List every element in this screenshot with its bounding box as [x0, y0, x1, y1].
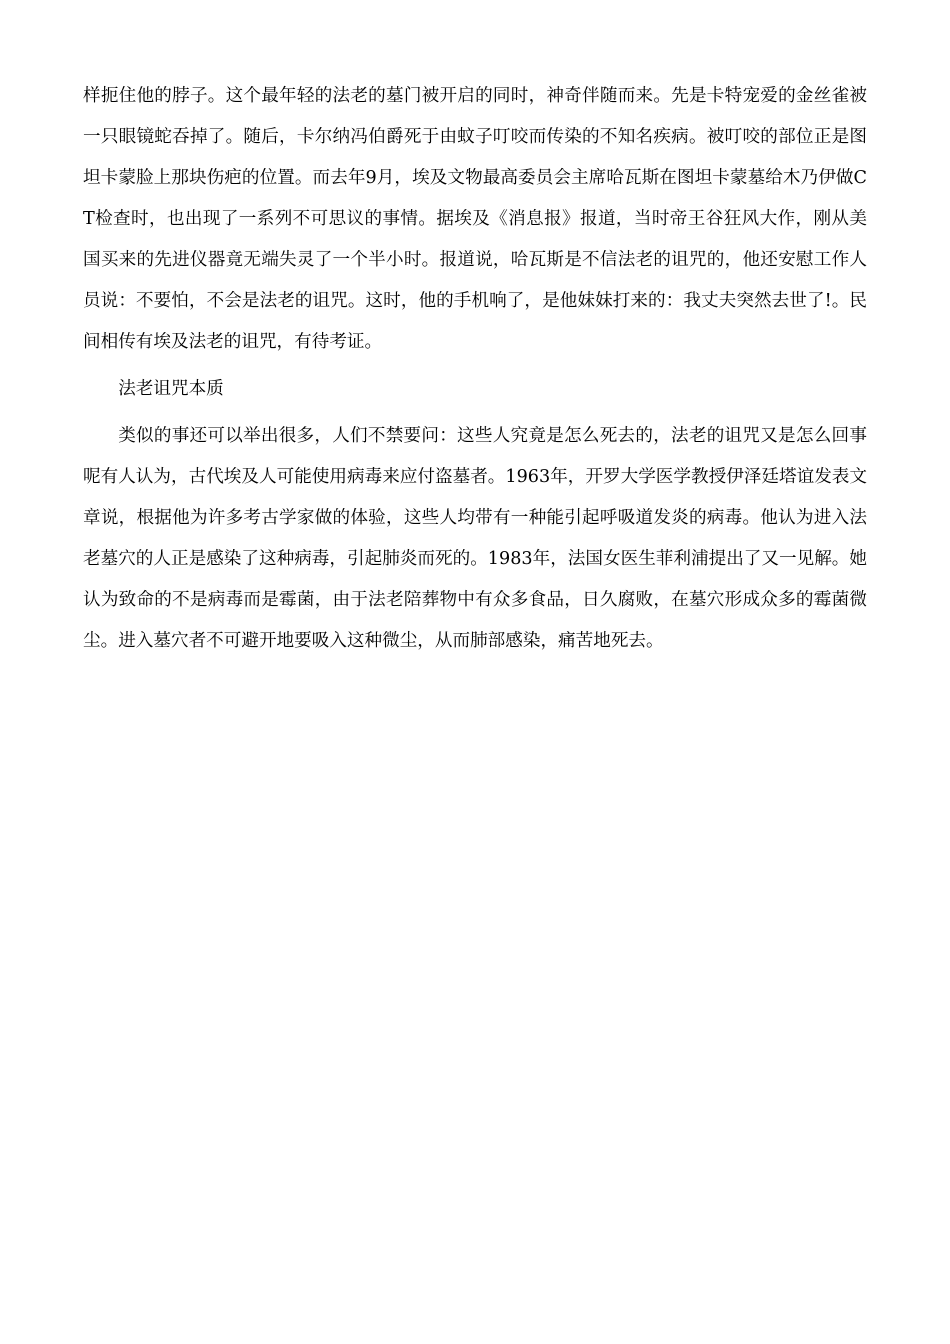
paragraph-body: 类似的事还可以举出很多，人们不禁要问：这些人究竟是怎么死去的，法老的诅咒又是怎么回事呢有人认为，古代埃及人可能使用病毒来应付盗墓者。1963年，开罗大学医学教授伊泽廷塔谊发表文章说，根据他为许多考古学家做的体验，这些人均带有一种能引起呼吸道发炎的病毒。他认为进入法老墓穴的人正是感染了这种病毒，引起肺炎而死的。1983年，法国女医生菲利浦提出了又一见解。她认为致命的不是病毒而是霉菌，由于法老陪葬物中有众多食品，日久腐败，在墓穴形成众多的霉菌微尘。进入墓穴者不可避开地要吸入这种微尘，从而肺部感染，痛苦地死去。: [83, 426, 867, 651]
paragraph-continuation: 样扼住他的脖子。这个最年轻的法老的墓门被开启的同时，神奇伴随而来。先是卡特宠爱的金丝雀被一只眼镜蛇吞掉了。随后，卡尔纳冯伯爵死于由蚊子叮咬而传染的不知名疾病。被叮咬的部位正是图坦卡蒙脸上那块伤疤的位置。而去年9月，埃及文物最高委员会主席哈瓦斯在图坦卡蒙墓给木乃伊做CT检查时，也出现了一系列不可思议的事情。据埃及《消息报》报道，当时帝王谷狂风大作，刚从美国买来的先进仪器竟无端失灵了一个半小时。报道说，哈瓦斯是不信法老的诅咒的，他还安慰工作人员说：不要怕，不会是法老的诅咒。这时，他的手机响了，是他妹妹打来的：我丈夫突然去世了!。民间相传有埃及法老的诅咒，有待考证。: [83, 86, 867, 352]
section-heading: 法老诅咒本质: [118, 379, 224, 399]
document-body: [83, 76, 867, 662]
